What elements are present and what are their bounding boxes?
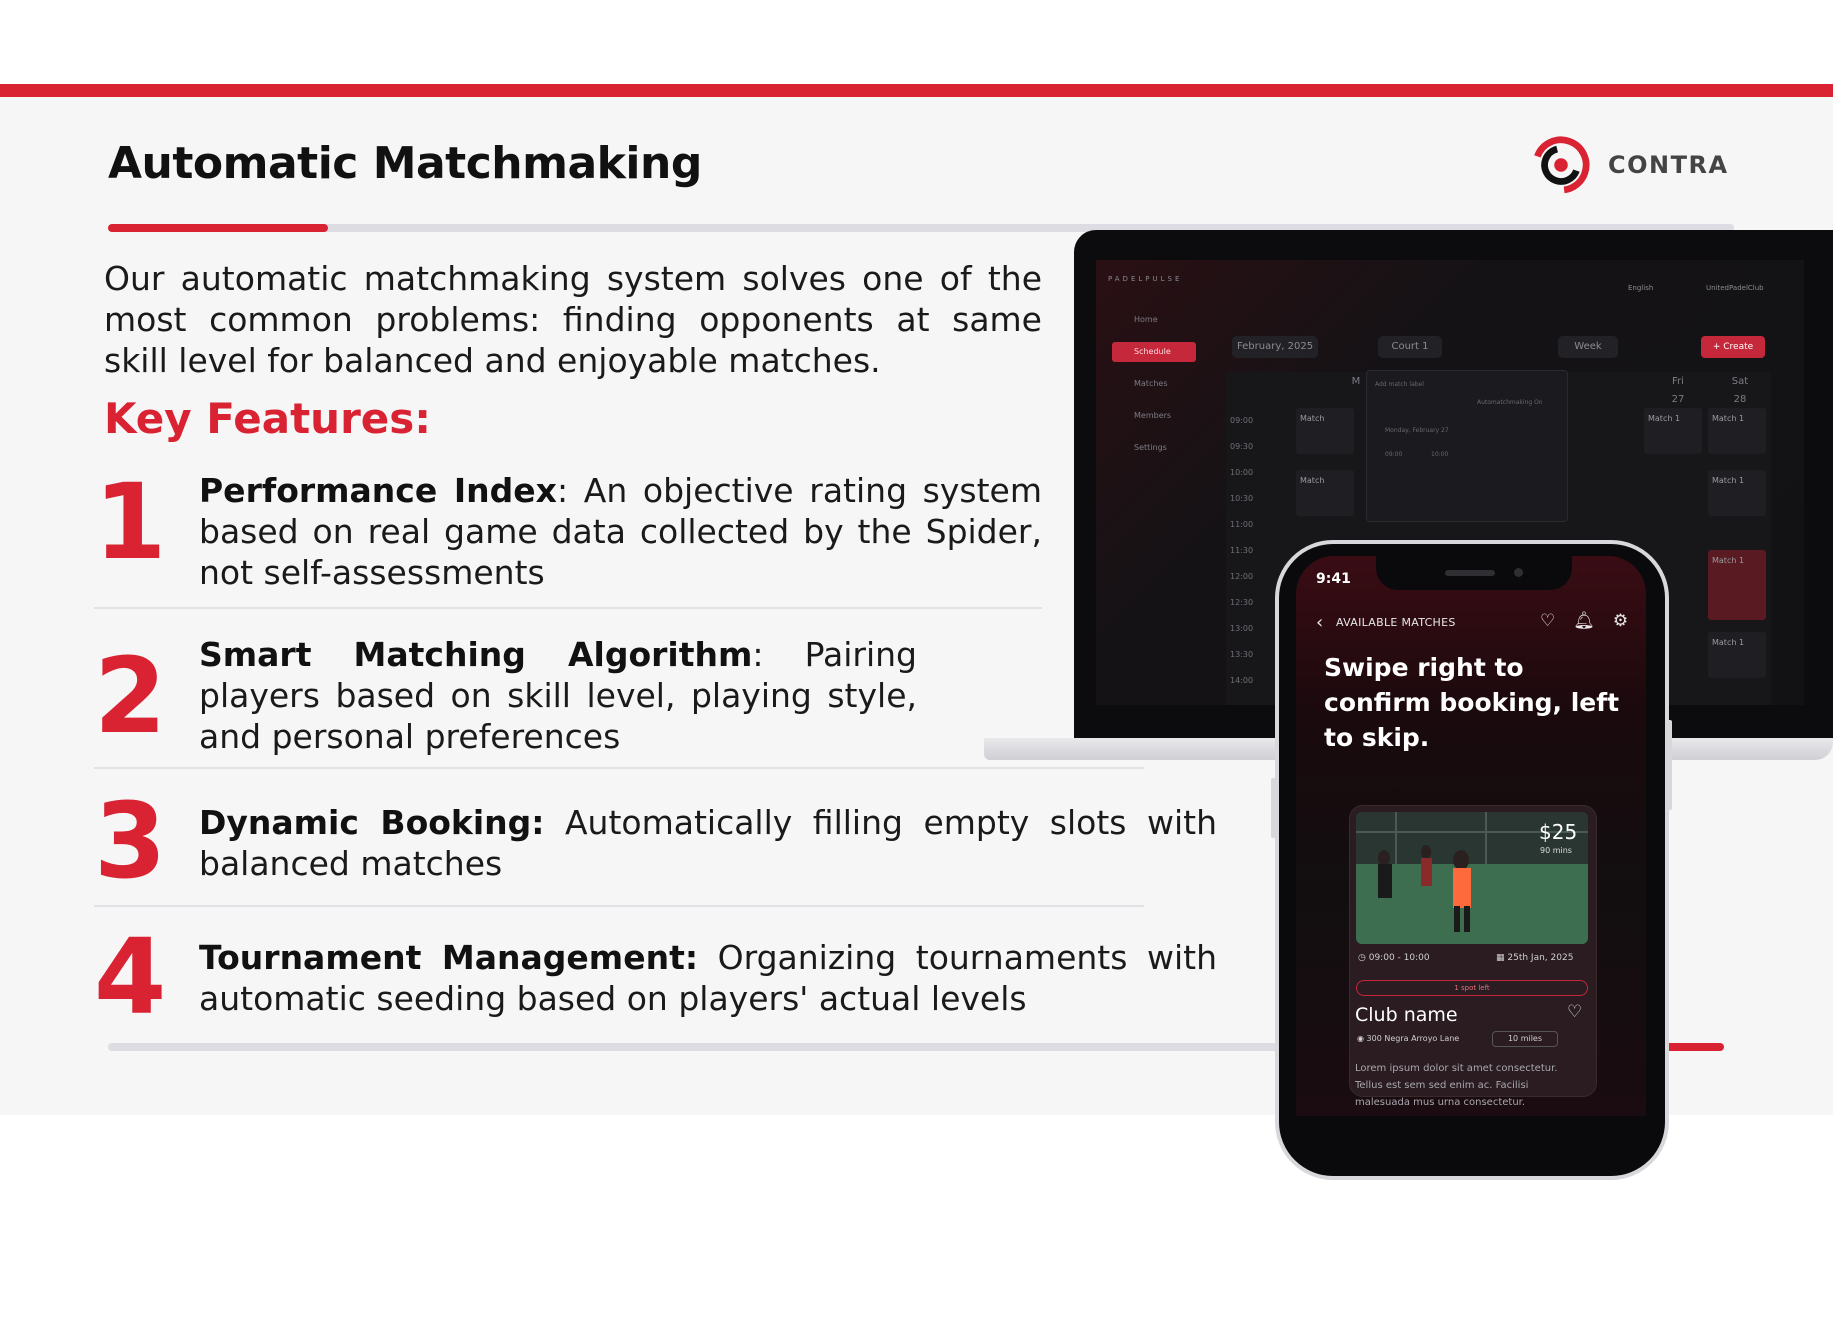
match-price: $25	[1539, 820, 1578, 844]
match-popup[interactable]	[1366, 370, 1568, 522]
day-header: M	[1351, 376, 1361, 387]
dashboard-sidebar	[1096, 260, 1201, 705]
sidebar-item-members[interactable]: Members	[1134, 411, 1172, 420]
club-distance: 10 miles	[1492, 1031, 1558, 1047]
feature-2-text: : Pairing players based on skill level, playing style, and personal preferences	[199, 635, 917, 756]
match-card[interactable]	[1296, 470, 1354, 516]
day-number: 28	[1733, 394, 1747, 405]
match-card[interactable]	[1708, 470, 1766, 516]
match-card[interactable]	[1708, 408, 1766, 454]
match-card-label: Match 1	[1712, 556, 1745, 565]
match-card-label: Match	[1300, 476, 1325, 485]
phone-speaker	[1445, 570, 1495, 576]
title-divider-accent	[108, 224, 328, 232]
time-slot-label: 09:00	[1230, 416, 1254, 425]
time-slot-label: 11:30	[1230, 546, 1254, 555]
day-number: 27	[1671, 394, 1685, 405]
feature-3	[199, 802, 1217, 884]
location-pin-icon: ◉	[1357, 1034, 1364, 1043]
sidebar-item-home[interactable]: Home	[1134, 315, 1158, 324]
time-slot-label: 10:30	[1230, 494, 1254, 503]
match-date	[1496, 953, 1573, 963]
slide-title: Automatic Matchmaking	[108, 138, 702, 189]
top-accent-bar	[0, 84, 1833, 97]
feature-2-title: Smart Matching Algorithm	[199, 635, 753, 674]
match-label-input[interactable]: Add match label	[1375, 381, 1424, 388]
feature-number-4: 4	[94, 916, 161, 1038]
time-slot-label: 11:00	[1230, 520, 1254, 529]
phone-camera	[1514, 568, 1523, 577]
match-card-label: Match 1	[1712, 638, 1745, 647]
match-card[interactable]	[1644, 408, 1702, 454]
club-address	[1357, 1034, 1459, 1043]
match-end-time[interactable]: 10:00	[1431, 451, 1449, 458]
time-slot-label: 13:00	[1230, 624, 1254, 633]
match-start-time[interactable]: 09:00	[1385, 451, 1403, 458]
feature-2	[199, 634, 917, 757]
dashboard-brand: PADELPULSE	[1108, 275, 1183, 283]
match-card-label: Match 1	[1712, 476, 1745, 485]
spots-left-badge: 1 spot left	[1356, 980, 1588, 996]
club-address-text: 300 Negra Arroyo Lane	[1366, 1034, 1460, 1043]
match-card[interactable]	[1708, 632, 1766, 678]
time-slot-label: 09:30	[1230, 442, 1254, 451]
clock-icon: ◷	[1358, 953, 1366, 963]
feature-3-text: Automatically filling empty slots with balanced matches	[199, 803, 1217, 883]
language-selector[interactable]: English	[1628, 284, 1654, 292]
time-slot-label: 14:00	[1230, 676, 1254, 685]
match-time-slot-text: 09:00 - 10:00	[1368, 953, 1430, 963]
match-card-highlighted[interactable]	[1708, 550, 1766, 620]
match-date[interactable]: Monday, February 27	[1385, 427, 1449, 434]
heart-icon[interactable]: ♡	[1540, 611, 1556, 631]
create-button[interactable]: + Create	[1701, 336, 1765, 358]
favorite-heart-icon[interactable]: ♡	[1567, 1002, 1583, 1022]
match-card-label: Match	[1300, 414, 1325, 423]
feature-1	[199, 470, 1042, 593]
chevron-left-icon[interactable]: ‹	[1316, 612, 1324, 633]
match-card-label: Match 1	[1712, 414, 1745, 423]
feature-number-1: 1	[94, 461, 161, 583]
court-selector[interactable]: Court 1	[1378, 336, 1442, 358]
brand-name: CONTRA	[1608, 151, 1729, 179]
club-name: Club name	[1355, 1004, 1458, 1026]
day-header: Fri	[1672, 376, 1684, 387]
match-card-label: Match 1	[1648, 414, 1681, 423]
time-slot-label: 12:00	[1230, 572, 1254, 581]
club-name[interactable]: UnitedPadelClub	[1706, 284, 1764, 292]
intro-paragraph: Our automatic matchmaking system solves one of the most common problems: finding opponents at same skill level for balanced and enjoyable matches.	[104, 259, 1042, 380]
match-time-slot	[1358, 953, 1430, 963]
bell-icon[interactable]: 🔔︎	[1573, 611, 1595, 631]
feature-4	[199, 937, 1217, 1019]
feature-4-title: Tournament Management:	[199, 938, 699, 977]
automatchmaking-toggle-label: Automatchmaking On	[1477, 399, 1543, 406]
feature-number-2: 2	[94, 635, 161, 757]
match-date-text: 25th Jan, 2025	[1507, 953, 1574, 963]
key-features-heading: Key Features:	[104, 394, 432, 443]
feature-4-text: Organizing tournaments with automatic seeding based on players' actual levels	[199, 938, 1217, 1018]
match-duration: 90 mins	[1540, 846, 1572, 855]
match-card[interactable]	[1296, 408, 1354, 454]
feature-separator	[94, 905, 1144, 907]
feature-separator	[94, 767, 1144, 769]
swipe-instruction: Swipe right to confirm booking, left to skip.	[1324, 653, 1620, 752]
time-slot-label: 10:00	[1230, 468, 1254, 477]
phone-header-actions	[1540, 611, 1628, 631]
view-selector[interactable]: Week	[1558, 336, 1618, 358]
gear-icon[interactable]: ⚙	[1612, 611, 1629, 631]
sidebar-item-settings[interactable]: Settings	[1134, 443, 1167, 452]
match-description: Lorem ipsum dolor sit amet consectetur. Tellus est sem sed enim ac. Facilisi malesuada mus urna consectetur.	[1355, 1063, 1558, 1108]
sidebar-item-matches[interactable]: Matches	[1134, 379, 1168, 388]
calendar-icon: ▦	[1496, 953, 1505, 963]
month-selector[interactable]: February, 2025	[1232, 336, 1318, 358]
phone-screen-title: AVAILABLE MATCHES	[1336, 616, 1456, 629]
feature-1-text: : An objective rating system based on real game data collected by the Spider, not self-assessments	[199, 471, 1042, 592]
brand-logo	[1532, 136, 1729, 194]
day-header: Sat	[1731, 376, 1749, 387]
feature-number-3: 3	[94, 780, 161, 902]
time-slot-label: 13:30	[1230, 650, 1254, 659]
feature-3-title: Dynamic Booking:	[199, 803, 545, 842]
sidebar-item-schedule[interactable]: Schedule	[1112, 342, 1196, 362]
phone-status-time: 9:41	[1316, 571, 1351, 587]
feature-separator	[94, 607, 1042, 609]
feature-1-title: Performance Index	[199, 471, 557, 510]
contra-logo-icon	[1532, 136, 1590, 194]
time-slot-label: 12:30	[1230, 598, 1254, 607]
